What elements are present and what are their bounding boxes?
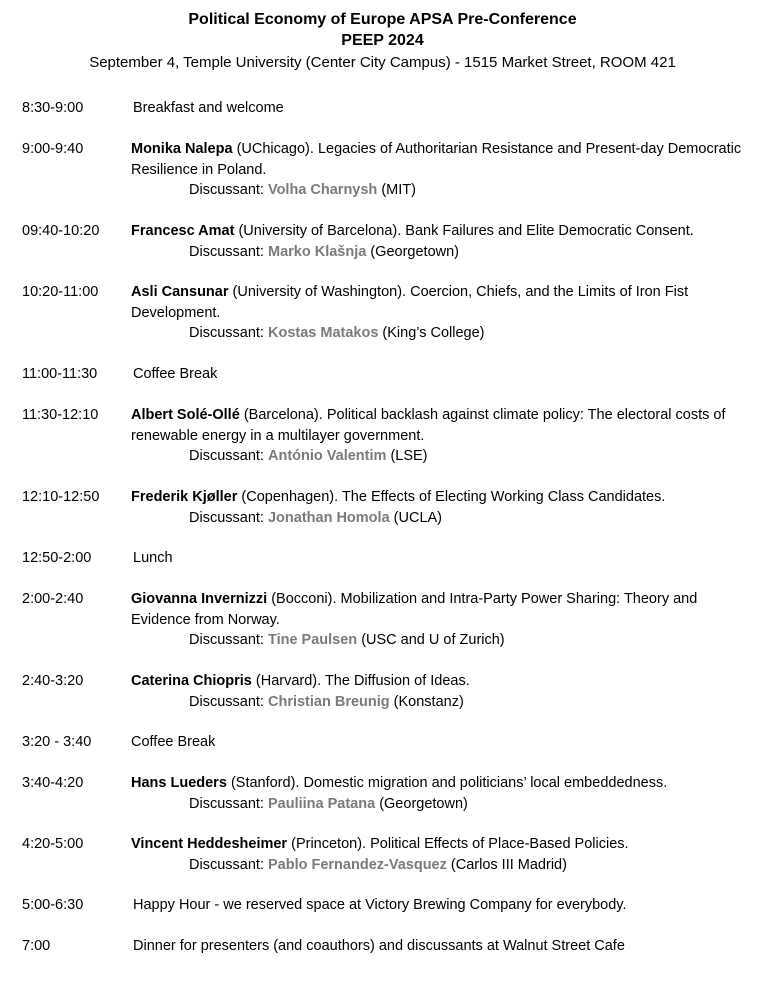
discussant-affiliation: (UCLA) [393,509,443,526]
talk-details [131,282,745,344]
discussant-affiliation: (King’s College) [382,325,485,341]
schedule-entry-talk [0,221,765,282]
entry-time: 12:50-2:00 [22,550,92,566]
presenter-name: Albert Solé-Ollé [131,407,240,423]
talk-details [131,589,745,651]
talk-line [131,405,745,446]
discussant-label: Discussant: [189,325,264,341]
entry-time: 3:20 - 3:40 [22,734,92,750]
discussant-name: Marko Klašnja [267,243,367,260]
schedule-entry-talk [0,405,765,487]
presenter-affiliation: (University of Barcelona). [238,223,402,239]
entry-time: 2:40-3:20 [22,673,84,689]
entry-time: 11:00-11:30 [22,366,98,382]
talk-line [131,139,745,180]
presenter-name: Francesc Amat [131,223,235,239]
talk-line [131,487,745,508]
discussant-name: António Valentim [267,448,387,464]
entry-time: 4:20-5:00 [22,836,84,852]
talk-line [131,773,745,794]
entry-time: 5:00-6:30 [22,897,84,913]
discussant-affiliation: (Carlos III Madrid) [450,856,567,873]
talk-line [131,282,745,323]
conference-title: Political Economy of Europe APSA Pre-Conference [188,11,577,28]
discussant-label: Discussant: [189,509,264,526]
presenter-name: Caterina Chiopris [131,673,252,689]
discussant-line [131,855,745,876]
presenter-name: Giovanna Invernizzi [131,591,268,607]
presenter-name: Frederik Kjøller [131,489,238,505]
discussant-line [131,446,745,467]
discussant-line [131,242,745,263]
entry-time: 3:40-4:20 [22,775,84,791]
entry-text: Dinner for presenters (and coauthors) and discussants at Walnut Street Cafe [133,938,625,954]
discussant-name: Pauliina Patana [267,795,376,812]
schedule-entry-talk [0,589,765,671]
schedule-entry-talk [0,139,765,221]
talk-line [131,589,745,630]
presenter-affiliation: (Bocconi). [271,591,337,607]
presenter-affiliation: (Harvard). [255,673,322,689]
entry-time: 8:30-9:00 [22,100,84,116]
discussant-line [131,692,745,713]
presenter-affiliation: (University of Washington). [232,284,407,300]
document-header [0,0,765,73]
conference-subtitle: PEEP 2024 [341,32,424,49]
schedule-entry-happy-hour [0,895,765,936]
paper-title: Mobilization and Intra-Party Power Sharing: Theory and Evidence from Norway. [131,591,698,628]
presenter-name: Vincent Heddesheimer [131,836,288,852]
presenter-name: Monika Nalepa [131,141,233,157]
paper-title: The Diffusion of Ideas. [324,673,470,689]
presenter-affiliation: (Stanford). [230,775,300,791]
discussant-line [131,508,745,529]
discussant-name: Jonathan Homola [267,509,390,526]
entry-text: Coffee Break [133,366,218,382]
talk-details [131,221,745,262]
discussant-label: Discussant: [189,693,264,710]
discussant-name: Kostas Matakos [267,325,379,341]
discussant-label: Discussant: [189,856,264,873]
schedule-entry-lunch [0,548,765,589]
schedule-entry-talk [0,834,765,895]
discussant-label: Discussant: [189,182,264,198]
paper-title: Political Effects of Place-Based Policies. [370,836,629,852]
entry-time: 11:30-12:10 [22,407,99,423]
paper-title: Legacies of Authoritarian Resistance and Present-day Democratic Resilience in Poland. [131,141,742,178]
discussant-label: Discussant: [189,795,264,812]
entry-time: 9:00-9:40 [22,141,84,157]
schedule [0,98,765,977]
presenter-affiliation: (Barcelona). [243,407,323,423]
paper-title: Domestic migration and politicians’ local embeddedness. [303,775,668,791]
talk-details [131,487,745,528]
discussant-line [131,630,745,651]
entry-text: Lunch [133,550,173,566]
discussant-affiliation: (LSE) [390,448,428,464]
presenter-name: Hans Lueders [131,775,227,791]
entry-time: 10:20-11:00 [22,284,99,300]
discussant-label: Discussant: [189,448,264,464]
discussant-affiliation: (Konstanz) [393,693,464,710]
talk-details [131,773,745,814]
discussant-affiliation: (Georgetown) [370,243,459,260]
schedule-entry-talk [0,282,765,364]
entry-text: Coffee Break [131,734,216,750]
talk-line [131,671,745,692]
talk-line [131,834,745,855]
discussant-line [131,794,745,815]
discussant-name: Tine Paulsen [267,632,358,648]
paper-title: Bank Failures and Elite Democratic Consent. [405,223,694,239]
schedule-entry-breakfast [0,98,765,139]
talk-details [131,834,745,875]
entry-text: Breakfast and welcome [133,100,284,116]
discussant-line [131,180,745,201]
entry-time: 09:40-10:20 [22,223,100,239]
discussant-label: Discussant: [189,632,264,648]
talk-details [131,139,745,201]
discussant-label: Discussant: [189,243,264,260]
entry-text: Happy Hour - we reserved space at Victory Brewing Company for everybody. [133,897,627,913]
discussant-affiliation: (MIT) [381,182,416,198]
presenter-name: Asli Cansunar [131,284,229,300]
schedule-entry-talk [0,671,765,732]
discussant-line [131,323,745,344]
schedule-entry-talk [0,487,765,548]
discussant-name: Volha Charnysh [267,182,378,198]
schedule-entry-break [0,732,765,773]
discussant-name: Pablo Fernandez-Vasquez [267,856,447,873]
entry-time: 7:00 [22,938,51,954]
discussant-name: Christian Breunig [267,693,390,710]
talk-line [131,221,745,242]
entry-time: 12:10-12:50 [22,489,100,505]
presenter-affiliation: (UChicago). [236,141,314,157]
discussant-affiliation: (USC and U of Zurich) [361,632,505,648]
paper-title: Political backlash against climate policy: The electoral costs of renewable energy in a multilayer government. [131,407,726,444]
presenter-affiliation: (Copenhagen). [241,489,339,505]
schedule-entry-talk [0,773,765,834]
talk-details [131,405,745,467]
entry-time: 2:00-2:40 [22,591,84,607]
conference-location: September 4, Temple University (Center City Campus) - 1515 Market Street, ROOM 421 [89,54,676,71]
schedule-entry-break [0,364,765,405]
discussant-affiliation: (Georgetown) [379,795,468,812]
presenter-affiliation: (Princeton). [291,836,367,852]
schedule-entry-dinner [0,936,765,977]
talk-details [131,671,745,712]
paper-title: Coercion, Chiefs, and the Limits of Iron Fist Development. [131,284,689,321]
paper-title: The Effects of Electing Working Class Candidates. [341,489,666,505]
